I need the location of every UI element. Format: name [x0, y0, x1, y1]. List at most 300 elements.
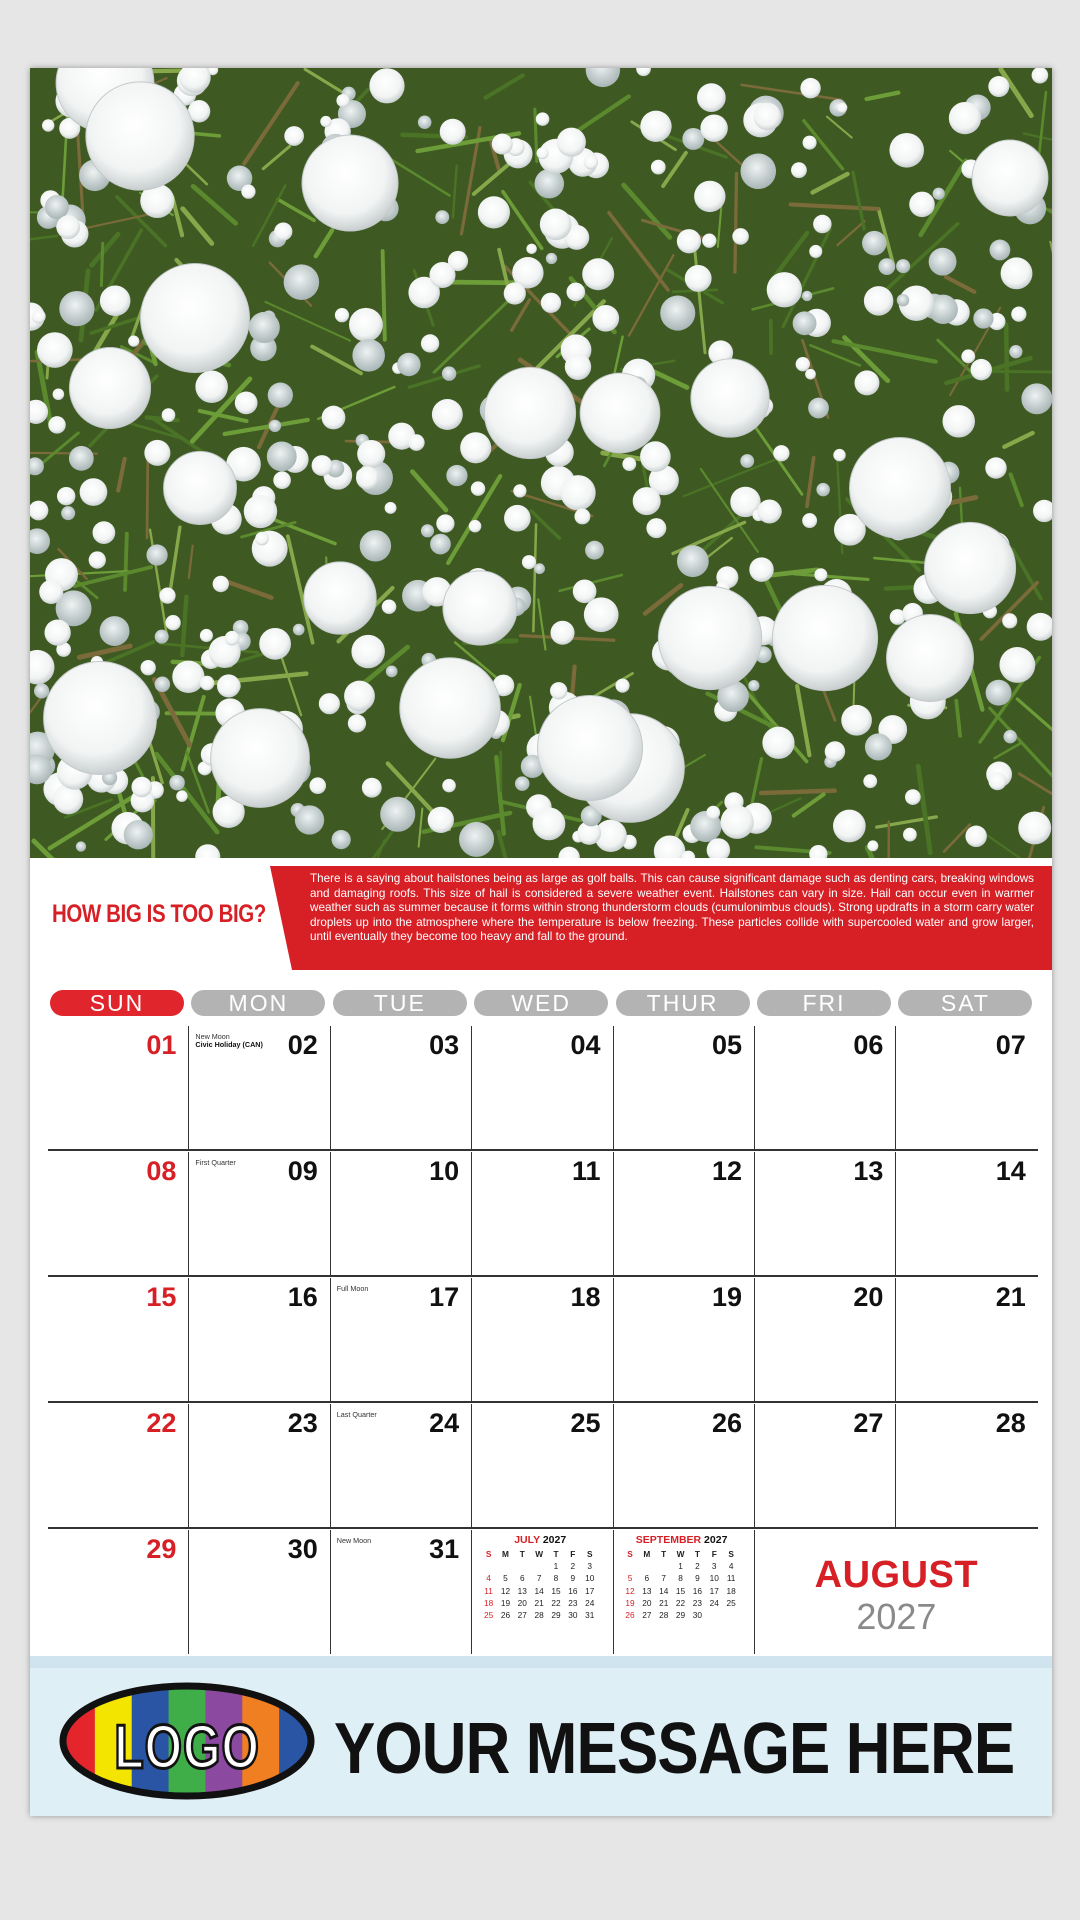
day-cell[interactable]	[48, 1404, 189, 1528]
small-hailstone	[176, 790, 187, 801]
day-cell[interactable]	[614, 1026, 755, 1150]
small-hailstone	[235, 391, 258, 414]
day-note	[337, 1411, 377, 1419]
mini-day: 29	[551, 1610, 561, 1621]
weekday-sat: SAT	[898, 990, 1032, 1016]
small-hailstone	[295, 805, 324, 834]
small-hailstone	[418, 115, 432, 129]
small-hailstone	[757, 499, 781, 523]
small-hailstone	[430, 534, 451, 555]
day-number: 12	[711, 1156, 742, 1186]
mini-day: 31	[585, 1610, 595, 1621]
mini-weekday: T	[694, 1549, 700, 1560]
grass-blade	[1006, 325, 1007, 390]
day-number: 30	[287, 1534, 318, 1564]
day-cell[interactable]	[331, 1152, 472, 1276]
small-hailstone	[986, 680, 1012, 706]
mini-day: 22	[551, 1597, 561, 1608]
mini-day: 23	[568, 1597, 578, 1608]
small-hailstone	[34, 683, 49, 698]
small-hailstone	[309, 777, 326, 794]
day-cell[interactable]	[755, 1404, 896, 1528]
small-hailstone	[933, 188, 945, 200]
small-hailstone	[985, 457, 1006, 478]
day-cell[interactable]	[48, 1026, 189, 1150]
small-hailstone	[344, 681, 375, 712]
large-hailstone	[140, 263, 249, 372]
small-hailstone	[867, 840, 878, 851]
small-hailstone	[435, 210, 449, 224]
small-hailstone	[660, 295, 695, 330]
day-note	[337, 1285, 369, 1293]
small-hailstone	[460, 432, 491, 463]
small-hailstone	[522, 555, 536, 569]
day-cell[interactable]	[896, 1404, 1037, 1528]
small-hailstone	[905, 789, 921, 805]
small-hailstone	[273, 471, 291, 489]
mini-day: 7	[536, 1573, 542, 1584]
small-hailstone	[622, 457, 636, 471]
ad-message: YOUR MESSAGE HERE	[334, 1709, 1015, 1789]
day-number: 03	[429, 1030, 460, 1060]
small-hailstone	[459, 822, 494, 857]
mini-weekday: T	[519, 1549, 525, 1560]
mini-day: 12	[500, 1585, 511, 1596]
day-cell[interactable]	[189, 1404, 330, 1528]
small-hailstone	[93, 521, 116, 544]
small-hailstone	[146, 544, 167, 565]
large-hailstone	[211, 709, 310, 808]
small-hailstone	[541, 293, 561, 313]
day-cell[interactable]	[48, 1152, 189, 1276]
day-number: 07	[995, 1030, 1026, 1060]
mini-calendar-month: SEPTEMBER	[635, 1534, 702, 1546]
holiday-note: Civic Holiday (CAN)	[195, 1040, 263, 1049]
small-hailstone	[504, 505, 531, 532]
small-hailstone	[805, 369, 816, 380]
mini-day: 15	[675, 1585, 686, 1596]
large-hailstone	[850, 438, 951, 539]
small-hailstone	[213, 576, 229, 592]
mini-day	[706, 1609, 723, 1621]
day-number: 21	[995, 1282, 1026, 1312]
small-hailstone	[335, 308, 349, 322]
small-hailstone	[889, 133, 924, 168]
small-hailstone	[312, 455, 333, 476]
small-hailstone	[903, 828, 917, 842]
small-hailstone	[319, 693, 340, 714]
mini-day: 25	[483, 1610, 494, 1621]
weekday-fri: FRI	[757, 990, 891, 1016]
mini-day	[622, 1560, 639, 1572]
small-hailstone	[961, 349, 975, 363]
small-hailstone	[584, 155, 599, 170]
small-hailstone	[909, 192, 935, 218]
day-number: 08	[146, 1156, 177, 1186]
mini-day: 21	[659, 1597, 669, 1608]
large-hailstone	[443, 571, 517, 645]
small-hailstone	[159, 587, 175, 603]
small-hailstone	[592, 305, 619, 332]
small-hailstone	[440, 119, 466, 145]
hailstones-photo	[30, 68, 1052, 858]
small-hailstone	[584, 597, 619, 632]
small-hailstone	[53, 388, 65, 400]
mini-day: 8	[678, 1573, 683, 1584]
small-hailstone	[535, 169, 565, 199]
day-note	[195, 1033, 263, 1049]
mini-day: 20	[642, 1597, 652, 1608]
small-hailstone	[429, 262, 455, 288]
small-hailstone	[534, 563, 545, 574]
small-hailstone	[651, 160, 666, 175]
mini-calendar-title	[620, 1534, 744, 1546]
small-hailstone	[878, 258, 895, 275]
small-hailstone	[837, 103, 847, 113]
mini-day: 18	[483, 1597, 494, 1608]
day-cell[interactable]	[896, 1026, 1037, 1150]
small-hailstone	[48, 416, 65, 433]
small-hailstone	[382, 599, 397, 614]
small-hailstone	[471, 481, 485, 495]
small-hailstone	[225, 631, 240, 646]
small-hailstone	[61, 506, 75, 520]
small-hailstone	[1018, 811, 1051, 844]
mini-day: 5	[503, 1573, 508, 1584]
day-number: 02	[287, 1030, 318, 1060]
small-hailstone	[432, 399, 463, 430]
small-hailstone	[988, 772, 1006, 790]
small-hailstone	[140, 660, 155, 675]
small-hailstone	[773, 445, 789, 461]
small-hailstone	[267, 441, 297, 471]
small-hailstone	[640, 111, 671, 142]
day-number: 10	[429, 1156, 460, 1186]
mini-weekday: M	[643, 1549, 651, 1560]
small-hailstone	[546, 253, 557, 264]
small-hailstone	[855, 370, 880, 395]
mini-day: 24	[709, 1597, 719, 1608]
day-cell[interactable]	[472, 1152, 613, 1276]
small-hailstone	[386, 666, 398, 678]
large-hailstone	[772, 585, 877, 690]
small-hailstone	[408, 434, 425, 451]
small-hailstone	[1002, 613, 1017, 628]
small-hailstone	[44, 619, 70, 645]
day-number: 11	[572, 1156, 601, 1186]
small-hailstone	[754, 103, 782, 131]
small-hailstone	[863, 774, 877, 788]
small-hailstone	[1009, 345, 1022, 358]
small-hailstone	[293, 624, 305, 636]
small-hailstone	[217, 674, 240, 697]
small-hailstone	[336, 94, 349, 107]
mini-day: 19	[625, 1597, 635, 1608]
small-hailstone	[988, 76, 1009, 97]
small-hailstone	[582, 258, 614, 290]
small-hailstone	[360, 530, 391, 561]
mini-day: 30	[692, 1610, 702, 1621]
small-hailstone	[76, 841, 86, 851]
small-hailstone	[45, 195, 69, 219]
mini-weekday: M	[501, 1549, 509, 1560]
small-hailstone	[1003, 730, 1016, 743]
day-cell[interactable]	[896, 1278, 1037, 1402]
mini-day: 15	[551, 1585, 561, 1596]
small-hailstone	[803, 136, 817, 150]
small-hailstone	[833, 810, 866, 843]
day-number: 26	[711, 1408, 742, 1438]
small-hailstone	[800, 78, 820, 98]
mini-day: 19	[500, 1597, 511, 1608]
day-cell[interactable]	[472, 1530, 613, 1654]
mini-day: 1	[553, 1561, 559, 1572]
mini-day: 14	[534, 1585, 544, 1596]
mini-day: 10	[709, 1573, 719, 1584]
mini-day: 21	[534, 1597, 544, 1608]
small-hailstone	[825, 741, 845, 761]
small-hailstone	[565, 354, 591, 380]
mini-day	[723, 1609, 740, 1621]
ad-strip	[30, 1668, 1052, 1816]
small-hailstone	[269, 420, 281, 432]
day-cell[interactable]	[331, 1278, 472, 1402]
small-hailstone	[380, 797, 415, 832]
small-hailstone	[762, 727, 794, 759]
moon-phase-note: Full Moon	[336, 1284, 369, 1293]
large-hailstone	[658, 586, 761, 689]
grass-blade	[383, 251, 385, 340]
mini-day: 27	[517, 1610, 527, 1621]
small-hailstone	[436, 514, 454, 532]
day-cell[interactable]	[614, 1152, 755, 1276]
small-hailstone	[999, 647, 1035, 683]
day-number: 28	[995, 1408, 1026, 1438]
mini-day: 9	[570, 1573, 576, 1584]
small-hailstone	[352, 339, 385, 372]
day-cell[interactable]	[189, 1026, 330, 1150]
small-hailstone	[200, 629, 213, 642]
small-hailstone	[515, 776, 529, 790]
small-hailstone	[57, 487, 75, 505]
day-cell[interactable]	[614, 1404, 755, 1528]
small-hailstone	[816, 483, 829, 496]
small-hailstone	[533, 807, 566, 840]
mini-calendar-month: JULY	[514, 1534, 540, 1546]
weekday-thur: THUR	[616, 990, 750, 1016]
day-note	[337, 1537, 371, 1545]
day-number: 18	[570, 1282, 601, 1312]
mini-day: 13	[642, 1585, 652, 1596]
grass-blade	[125, 534, 127, 590]
small-hailstone	[37, 332, 73, 368]
mini-day: 10	[585, 1573, 595, 1584]
mini-day: 2	[570, 1561, 576, 1572]
day-cell[interactable]	[614, 1530, 755, 1654]
small-hailstone	[165, 615, 180, 630]
day-cell[interactable]	[472, 1278, 613, 1402]
mini-day: 17	[585, 1585, 595, 1596]
large-hailstone	[302, 135, 398, 231]
moon-phase-note: Last Quarter	[336, 1410, 377, 1419]
small-hailstone	[706, 806, 720, 820]
day-cell[interactable]	[472, 1026, 613, 1150]
small-hailstone	[128, 335, 139, 346]
small-hailstone	[255, 532, 269, 546]
small-hailstone	[862, 231, 887, 256]
weekday-wed: WED	[474, 990, 608, 1016]
small-hailstone	[469, 520, 482, 533]
small-hailstone	[169, 775, 184, 790]
small-hailstone	[442, 779, 456, 793]
small-hailstone	[791, 162, 807, 178]
large-hailstone	[44, 662, 157, 775]
small-hailstone	[949, 102, 981, 134]
small-hailstone	[677, 545, 709, 577]
weekday-sun: SUN	[50, 990, 184, 1016]
day-number: 20	[853, 1282, 884, 1312]
small-hailstone	[685, 265, 712, 292]
mini-day: 29	[675, 1610, 686, 1621]
logo-text: LOGO	[114, 1713, 260, 1782]
day-cell[interactable]	[189, 1278, 330, 1402]
day-cell[interactable]	[472, 1404, 613, 1528]
day-cell[interactable]	[189, 1530, 330, 1654]
mini-weekday: S	[627, 1549, 633, 1560]
day-cell[interactable]	[896, 1152, 1037, 1276]
moon-phase-note: New Moon	[336, 1536, 372, 1545]
mini-day: 28	[534, 1610, 544, 1621]
ad-strip-top-border	[30, 1656, 1052, 1668]
small-hailstone	[808, 398, 829, 419]
small-hailstone	[155, 630, 169, 644]
small-hailstone	[284, 126, 304, 146]
year-label: 2027	[856, 1596, 937, 1637]
small-hailstone	[796, 357, 810, 371]
small-hailstone	[397, 353, 420, 376]
small-hailstone	[349, 308, 383, 342]
small-hailstone	[155, 677, 170, 692]
day-number: 23	[287, 1408, 318, 1438]
small-hailstone	[550, 682, 567, 699]
small-hailstone	[80, 478, 108, 506]
small-hailstone	[131, 777, 152, 798]
small-hailstone	[385, 502, 397, 514]
day-number: 01	[146, 1030, 177, 1060]
day-note	[195, 1159, 235, 1167]
day-cell[interactable]	[755, 1152, 896, 1276]
mini-day: 4	[486, 1573, 491, 1584]
day-cell[interactable]	[189, 1152, 330, 1276]
small-hailstone	[965, 826, 986, 847]
large-hailstone	[972, 140, 1048, 216]
day-cell[interactable]	[331, 1026, 472, 1150]
mini-day	[655, 1560, 672, 1572]
large-hailstone	[164, 452, 237, 525]
mini-day: 28	[659, 1610, 669, 1621]
mini-day: 6	[644, 1573, 650, 1584]
mini-day: 12	[625, 1585, 635, 1596]
mini-day	[638, 1560, 655, 1572]
mini-day	[514, 1560, 531, 1572]
description-text: There is a saying about hailstones being as large as golf balls. This can cause significant damage such as denting cars, breaking windows and damaging roofs. This size of hail is considered a severe weather event. Hailstones can vary in size. Hail can occur even in warmer weather such as summer because it forms within strong thunderstorm clouds (cumulonimbus clouds). Strong updrafts in a storm carry water droplets up into the atmosphere where the temperature is below freezing. These particles collide with supercooled water and grow larger, until eventually they become too heavy and fall to the ground.	[310, 872, 1034, 944]
small-hailstone	[421, 524, 434, 537]
day-cell[interactable]	[48, 1278, 189, 1402]
small-hailstone	[973, 308, 993, 328]
small-hailstone	[332, 830, 351, 849]
small-hailstone	[478, 196, 510, 228]
small-hailstone	[700, 114, 727, 141]
mini-calendar-july	[478, 1534, 602, 1621]
day-number: 13	[853, 1156, 884, 1186]
day-cell[interactable]	[48, 1530, 189, 1654]
mini-day	[531, 1560, 548, 1572]
small-hailstone	[162, 408, 176, 422]
small-hailstone	[942, 405, 974, 437]
mini-calendar-year: 2027	[704, 1534, 728, 1546]
small-hailstone	[492, 134, 513, 155]
small-hailstone	[573, 579, 597, 603]
weekday-header-row	[48, 990, 1038, 1016]
small-hailstone	[720, 806, 753, 839]
mini-day: 13	[517, 1585, 527, 1596]
small-hailstone	[702, 233, 716, 247]
small-hailstone	[274, 222, 292, 240]
mini-calendar-title	[478, 1534, 602, 1546]
small-hailstone	[428, 807, 454, 833]
day-number: 09	[287, 1156, 318, 1186]
small-hailstone	[536, 112, 550, 126]
day-number: 22	[146, 1408, 177, 1438]
day-cell[interactable]	[331, 1530, 472, 1654]
mini-day: 17	[709, 1585, 719, 1596]
day-number: 14	[995, 1156, 1026, 1186]
day-number: 29	[146, 1534, 177, 1564]
small-hailstone	[32, 309, 46, 323]
small-hailstone	[421, 334, 439, 352]
mini-day: 11	[726, 1573, 736, 1584]
mini-day: 16	[692, 1585, 702, 1596]
day-cell[interactable]	[755, 1026, 896, 1150]
large-hailstone	[924, 522, 1015, 613]
day-cell[interactable]	[331, 1404, 472, 1528]
small-hailstone	[268, 383, 293, 408]
small-hailstone	[320, 116, 331, 127]
mini-day: 30	[568, 1610, 578, 1621]
small-hailstone	[1011, 307, 1026, 322]
mini-day: 27	[642, 1610, 652, 1621]
mini-weekday: F	[711, 1549, 717, 1560]
calendar-page	[30, 68, 1052, 1816]
mini-day: 26	[500, 1610, 511, 1621]
small-hailstone	[697, 83, 726, 112]
small-hailstone	[793, 311, 817, 335]
hailstones-photo-image	[30, 68, 1052, 858]
day-cell[interactable]	[755, 1278, 896, 1402]
day-cell[interactable]	[614, 1278, 755, 1402]
small-hailstone	[322, 406, 346, 430]
mini-day: 6	[519, 1573, 525, 1584]
day-number: 06	[853, 1030, 884, 1060]
mini-day: 7	[661, 1573, 667, 1584]
small-hailstone	[767, 272, 802, 307]
large-hailstone	[69, 347, 150, 428]
day-number: 24	[429, 1408, 460, 1438]
weekday-mon: MON	[191, 990, 325, 1016]
small-hailstone	[369, 68, 404, 103]
mini-day: 5	[627, 1573, 633, 1584]
small-hailstone	[39, 580, 63, 604]
